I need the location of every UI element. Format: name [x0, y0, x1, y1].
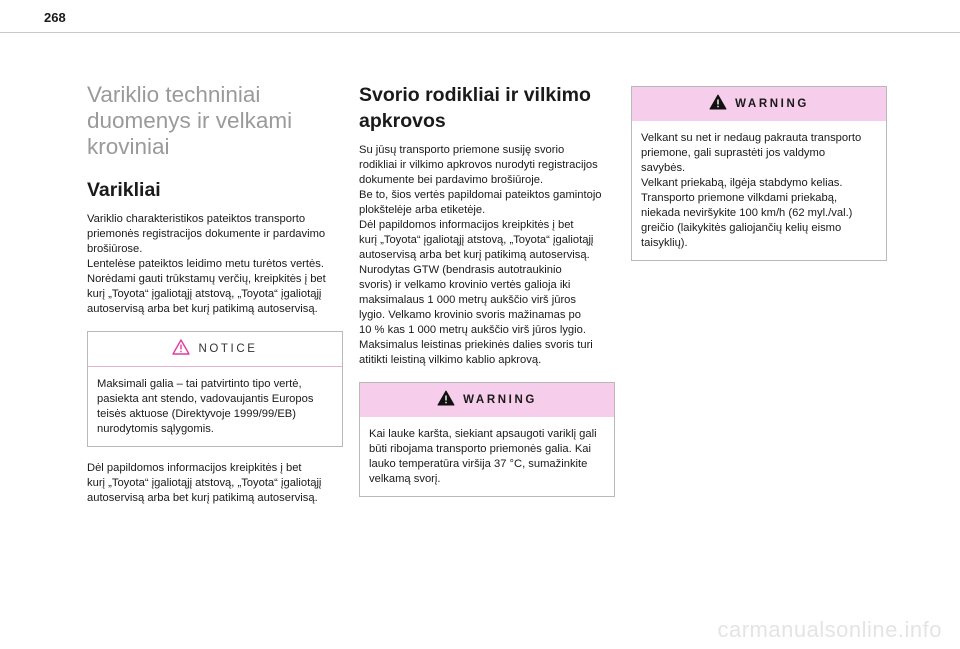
text-line: lauko temperatūra viršija 37 °C, sumažinkite: [369, 458, 588, 470]
section-title-line: duomenys ir velkami: [87, 108, 293, 133]
page-number: 268: [44, 10, 66, 25]
warning-header: [632, 87, 886, 121]
text-line: teisės aktuose (Direktyvoje 1999/99/EB): [97, 408, 296, 420]
warning-box: [631, 86, 887, 261]
text-line: Su jūsų transporto priemone susiję svorio: [359, 144, 565, 156]
text-line: lygio. Velkamo krovinio svoris mažinamas po: [359, 309, 581, 321]
heading-line: Svorio rodikliai ir vilkimo: [359, 84, 591, 106]
text-line: kurį „Toyota“ įgaliotąjį atstovą, „Toyota“ įgaliotąjį: [87, 477, 322, 489]
text-line: autoservisą arba bet kurį patikimą autoservisą.: [87, 492, 318, 504]
text-line: priemonės registracijos dokumente ir pardavimo: [87, 228, 326, 240]
column-engines: [87, 82, 343, 506]
text-line: nurodytomis sąlygomis.: [97, 423, 214, 435]
engines-outro-text: [87, 461, 343, 506]
warning-text: [360, 417, 614, 496]
warning-header: [360, 383, 614, 417]
text-line: Variklio charakteristikos pateiktos transporto: [87, 213, 306, 225]
text-line: taisyklių).: [641, 237, 688, 249]
warning-triangle-icon: [709, 94, 727, 115]
text-line: autoservisą arba bet kurį patikimą autoservisą.: [359, 249, 590, 261]
warning-triangle-icon: [437, 390, 455, 411]
section-title-line: Variklio techniniai: [87, 82, 261, 107]
text-line: Maksimalus leistinas priekinės dalies svoris turi: [359, 339, 593, 351]
text-line: 10 % kas 1 000 metrų aukščio virš jūros lygio.: [359, 324, 586, 336]
warning-label: WARNING: [735, 98, 809, 110]
text-line: niekada neviršykite 100 km/h (62 myl./val.): [641, 207, 853, 219]
text-line: Dėl papildomos informacijos kreipkitės į bet: [87, 462, 302, 474]
heading-line: apkrovos: [359, 110, 446, 132]
section-title: [87, 82, 343, 160]
notice-header: [88, 332, 342, 367]
text-line: kurį „Toyota“ įgaliotąjį atstovą, „Toyota“ įgaliotąjį: [87, 288, 322, 300]
weights-body-text: [359, 143, 615, 368]
column-towing-warning: [631, 86, 887, 275]
text-line: Transporto priemone vilkdami priekabą,: [641, 192, 838, 204]
text-line: Norėdami gauti trūkstamų verčių, kreipkitės į bet: [87, 273, 326, 285]
column-weights: [359, 82, 615, 511]
text-line: Dėl papildomos informacijos kreipkitės į bet: [359, 219, 574, 231]
notice-box: [87, 331, 343, 447]
notice-text: [88, 367, 342, 446]
text-line: Kai lauke karšta, siekiant apsaugoti variklį gali: [369, 428, 597, 440]
text-line: brošiūrose.: [87, 243, 143, 255]
text-line: Velkant su net ir nedaug pakrauta transporto: [641, 132, 862, 144]
text-line: būti ribojama transporto priemonės galia. Kai: [369, 443, 592, 455]
text-line: Lentelėse pateiktos leidimo metu turėtos vertės.: [87, 258, 324, 270]
text-line: Nurodytas GTW (bendrasis autotraukinio: [359, 264, 562, 276]
text-line: priemone, gali suprastėti jos valdymo: [641, 147, 826, 159]
engines-heading: Varikliai: [87, 179, 161, 201]
warning-text: [632, 121, 886, 260]
text-line: greičio (laikykitės galiojančių kelių eismo: [641, 222, 842, 234]
text-line: svoris) ir velkamo krovinio vertės galioja iki: [359, 279, 571, 291]
text-line: Be to, šios vertės papildomai pateiktos gamintojo: [359, 189, 602, 201]
header-divider: [0, 32, 960, 33]
notice-label: NOTICE: [198, 343, 258, 355]
engines-intro-text: [87, 212, 343, 317]
text-line: autoservisą arba bet kurį patikimą autoservisą.: [87, 303, 318, 315]
text-line: Velkant priekabą, ilgėja stabdymo kelias.: [641, 177, 843, 189]
text-line: pasiekta ant stendo, vadovaujantis Europos: [97, 393, 314, 405]
text-line: Maksimali galia – tai patvirtinto tipo vertė,: [97, 378, 302, 390]
section-title-line: kroviniai: [87, 134, 170, 159]
warning-box: [359, 382, 615, 497]
text-line: dokumente bei pardavimo brošiūroje.: [359, 174, 544, 186]
text-line: rodikliai ir vilkimo apkrovos nurodyti registracijos: [359, 159, 598, 171]
text-line: velkamą svorį.: [369, 473, 441, 485]
text-line: atitikti leistiną vilkimo kablio apkrovą.: [359, 354, 542, 366]
text-line: savybės.: [641, 162, 686, 174]
text-line: kurį „Toyota“ įgaliotąjį atstovą, „Toyota“ įgaliotąjį: [359, 234, 594, 246]
warning-triangle-outline-icon: [172, 339, 190, 360]
site-watermark: carmanualsonline.info: [717, 617, 942, 642]
text-line: maksimalaus 1 000 metrų aukščio virš jūros: [359, 294, 576, 306]
warning-label: WARNING: [463, 394, 537, 406]
text-line: plokštelėje arba etiketėje.: [359, 204, 486, 216]
weights-heading: [359, 82, 615, 134]
